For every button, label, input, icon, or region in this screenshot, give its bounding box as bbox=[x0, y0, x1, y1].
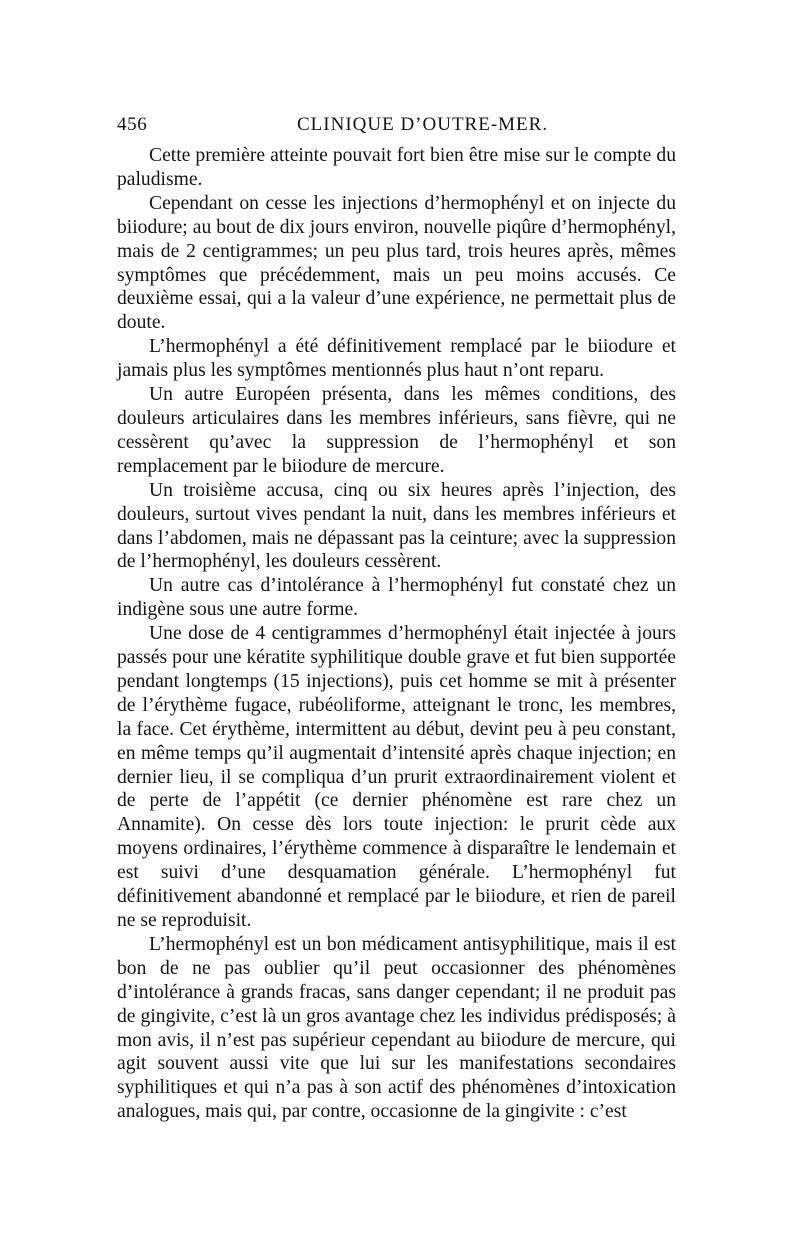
page-header bbox=[117, 114, 676, 144]
page-number: 456 bbox=[117, 114, 148, 135]
paragraph: L’hermophényl est un bon médicament antisyphilitique, mais il est bon de ne pas oublier qu’il peut occasionner des phénomènes d’intolérance à grands fracas, sans danger cependant; il ne produit pas de gingivite, c’est là un gros avantage chez les individus prédisposés; à mon avis, il n’est pas supérieur cependant au biiodure de mercure, qui agit souvent aussi vite que lui sur les manifestations secondaires syphilitiques et qui n’a pas à son actif des phénomènes d’intoxication analogues, mais qui, par contre, occasionne de la gingivite : c’est bbox=[117, 933, 676, 1123]
body-text bbox=[117, 144, 676, 1124]
paragraph: Un autre Européen présenta, dans les mêmes conditions, des douleurs articulaires dans les membres inférieurs, sans fièvre, qui ne cessèrent qu’avec la suppression de l’hermophényl et son remplacement par le biiodure de mercure. bbox=[117, 384, 676, 477]
paragraph: L’hermophényl a été définitivement remplacé par le biiodure et jamais plus les symptômes mentionnés plus haut n’ont reparu. bbox=[117, 336, 676, 382]
paragraph: Cette première atteinte pouvait fort bien être mise sur le compte du paludisme. bbox=[117, 145, 676, 190]
running-title: CLINIQUE D’OUTRE-MER. bbox=[297, 114, 549, 135]
paragraph: Un troisième accusa, cinq ou six heures après l’injection, des douleurs, surtout vives pendant la nuit, dans les membres inférieurs et dans l’abdomen, mais ne dépassant pas la ceinture; avec la suppression de l’hermophényl, les douleurs cessèrent. bbox=[117, 479, 676, 573]
paragraph: Une dose de 4 centigrammes d’hermophényl était injectée à jours passés pour une kératite syphilitique double grave et fut bien supportée pendant longtemps (15 injections), puis cet homme se mit à présenter de l’érythème fugace, rubéoliforme, atteignant le tronc, les membres, la face. Cet érythème, intermittent au début, devint peu à peu constant, en même temps qu’il augmentait d’intensité après chaque injection; en dernier lieu, il se compliqua d’un prurit extraordinairement violent et de perte de l’appétit (ce dernier phénomène est rare chez un Annamite). On cesse dès lors toute injection: le prurit cède aux moyens ordinaires, l’érythème commence à disparaître le lendemain et est suivi d’une desquamation générale. L’hermophényl fut définitivement abandonné et remplacé par le biiodure, et rien de pareil ne se reproduisit. bbox=[117, 623, 676, 931]
paragraph: Un autre cas d’intolérance à l’hermophényl fut constaté chez un indigène sous une autre forme. bbox=[117, 575, 676, 621]
paragraph: Cependant on cesse les injections d’hermophényl et on injecte du biiodure; au bout de dix jours environ, nouvelle piqûre d’hermophényl, mais de 2 centigrammes; un peu plus tard, trois heures après, mêmes symptômes que précédemment, mais un peu moins accusés. Ce deuxième essai, qui a la valeur d’une expérience, ne permettait plus de doute. bbox=[117, 192, 676, 334]
